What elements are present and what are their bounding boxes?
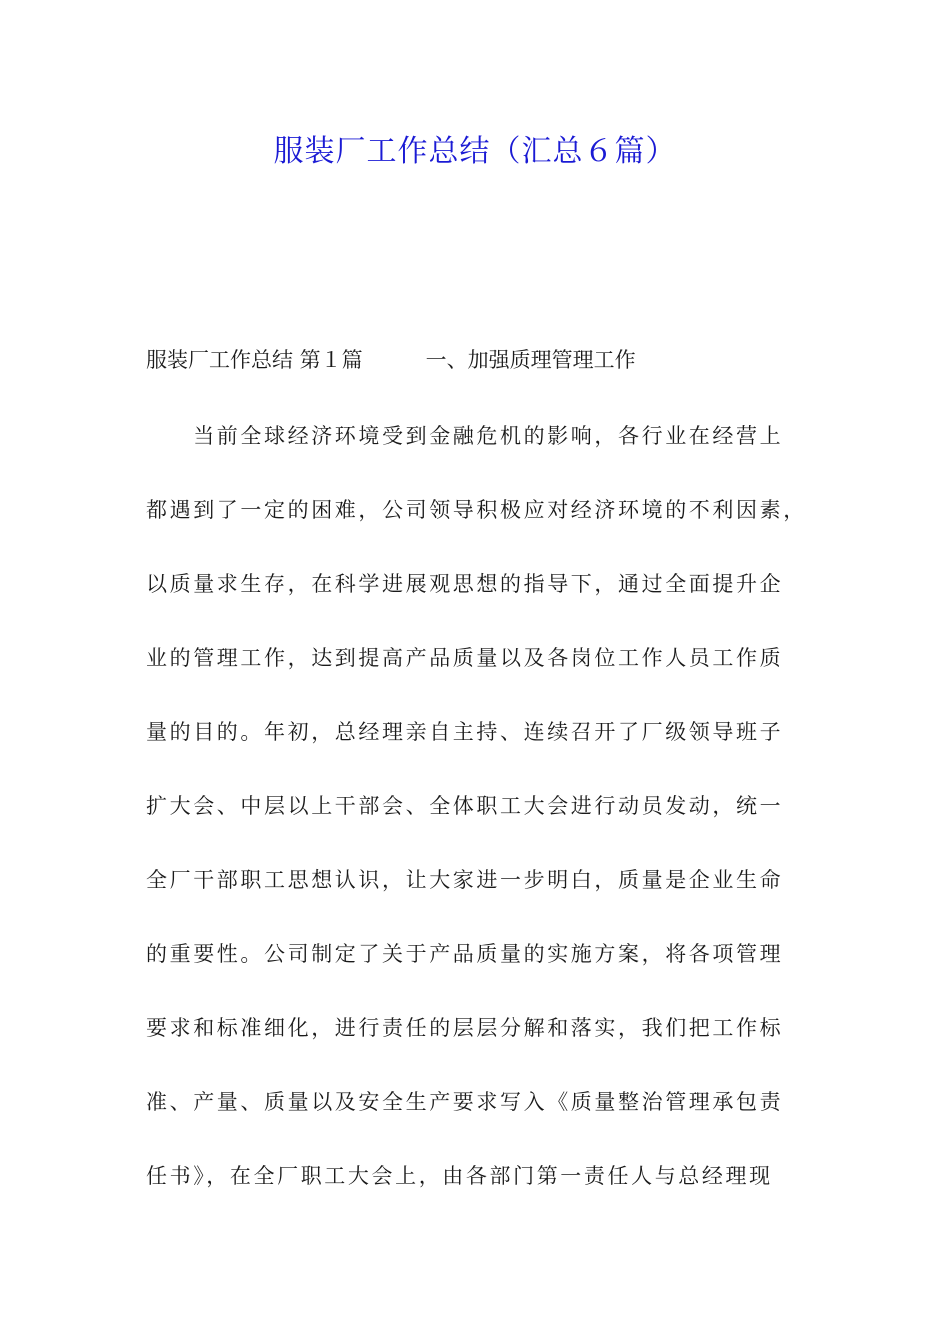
paragraph-line-8: 的重要性。公司制定了关于产品质量的实施方案，将各项管理 (146, 942, 784, 966)
paragraph-line-1: 当前全球经济环境受到金融危机的影响，各行业在经营上 (146, 424, 784, 448)
paragraph-line-4: 业的管理工作，达到提高产品质量以及各岗位工作人员工作质 (146, 646, 784, 670)
paragraph-line-11: 任书》，在全厂职工大会上，由各部门第一责任人与总经理现 (146, 1164, 773, 1188)
paragraph-line-10: 准、产量、质量以及安全生产要求写入《质量整治管理承包责 (146, 1090, 784, 1114)
paragraph-line-5: 量的目的。年初，总经理亲自主持、连续召开了厂级领导班子 (146, 720, 784, 744)
paragraph-line-3: 以质量求生存，在科学进展观思想的指导下，通过全面提升企 (146, 572, 784, 596)
paragraph-line-7: 全厂干部职工思想认识，让大家进一步明白，质量是企业生命 (146, 868, 784, 892)
section-heading: 服装厂工作总结 第１篇 一、加强质理管理工作 (146, 348, 636, 372)
paragraph-line-9: 要求和标准细化，进行责任的层层分解和落实，我们把工作标 (146, 1016, 784, 1040)
paragraph-line-6: 扩大会、中层以上干部会、全体职工大会进行动员发动，统一 (146, 794, 784, 818)
paragraph-line-2: 都遇到了一定的困难，公司领导积极应对经济环境的不利因素， (146, 498, 807, 522)
document-title: 服装厂工作总结（汇总６篇） (273, 134, 677, 169)
